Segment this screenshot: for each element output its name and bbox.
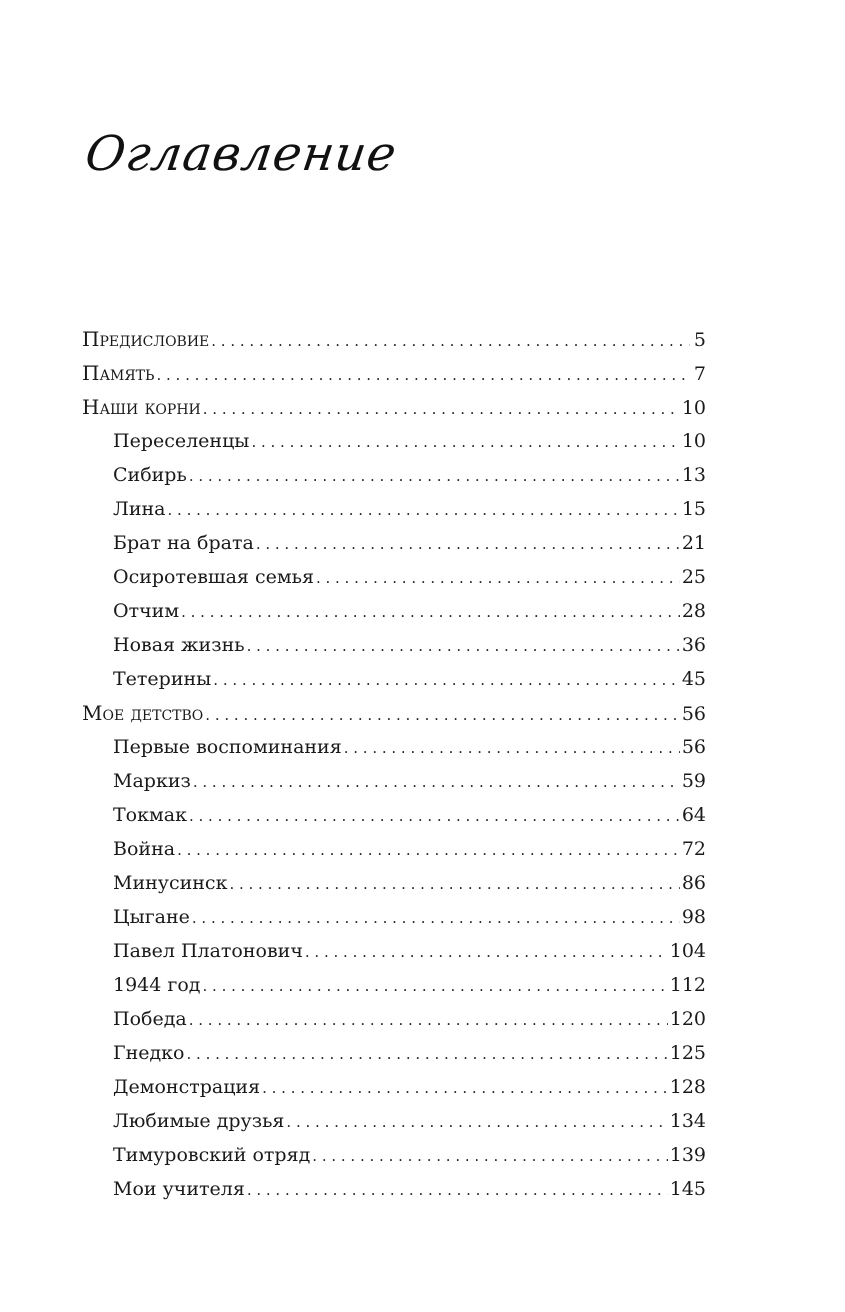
dot-leader <box>344 731 680 765</box>
toc-entry-title: Токмак <box>113 804 187 826</box>
toc-entry-page-number: 10 <box>681 397 706 419</box>
dot-leader <box>156 358 690 392</box>
dot-leader <box>312 1139 667 1173</box>
dot-leader <box>181 595 680 629</box>
toc-section <box>82 730 706 764</box>
toc-entry-title: Тетерины <box>113 668 212 690</box>
toc-entry-page-number: 64 <box>681 804 706 826</box>
toc-entry-page-number: 25 <box>681 566 706 588</box>
toc-section <box>82 866 706 900</box>
toc-chapter <box>82 390 706 424</box>
dot-leader <box>189 799 680 833</box>
page-title: Оглавление <box>82 126 401 182</box>
toc-entry-page-number: 145 <box>669 1178 706 1200</box>
toc-entry-title: Сибирь <box>113 464 187 486</box>
toc-entry-title: Цыгане <box>113 906 190 928</box>
toc-entry-title: Мои учителя <box>113 1178 245 1200</box>
toc-section <box>82 764 706 798</box>
toc-section <box>82 968 706 1002</box>
toc-entry-title: Лина <box>113 498 166 520</box>
toc-entry-title: Мое детство <box>82 701 204 725</box>
toc-entry-title: Маркиз <box>113 770 191 792</box>
toc-entry-page-number: 134 <box>669 1110 706 1132</box>
toc-section <box>82 934 706 968</box>
dot-leader <box>189 459 680 493</box>
dot-leader <box>192 901 680 935</box>
toc-entry-page-number: 139 <box>669 1144 706 1166</box>
toc-section <box>82 662 706 696</box>
toc-section <box>82 492 706 526</box>
toc-entry-page-number: 21 <box>681 532 706 554</box>
dot-leader <box>193 765 680 799</box>
toc-section <box>82 1070 706 1104</box>
toc-section <box>82 526 706 560</box>
dot-leader <box>211 324 690 358</box>
toc-entry-page-number: 5 <box>693 329 706 351</box>
toc-entry-title: Наши корни <box>82 395 201 419</box>
toc-entry-page-number: 56 <box>681 736 706 758</box>
dot-leader <box>229 867 679 901</box>
toc-entry-title: Любимые друзья <box>113 1110 285 1132</box>
toc-entry-page-number: 112 <box>669 974 706 996</box>
dot-leader <box>262 1071 668 1105</box>
toc-entry-page-number: 28 <box>681 600 706 622</box>
toc-section <box>82 1104 706 1138</box>
dot-leader <box>247 1173 668 1207</box>
toc-chapter <box>82 356 706 390</box>
toc-entry-title: Победа <box>113 1008 187 1030</box>
toc-entry-title: Павел Платонович <box>113 940 303 962</box>
toc-section <box>82 1002 706 1036</box>
toc-section <box>82 594 706 628</box>
toc-entry-page-number: 56 <box>681 703 706 725</box>
toc-entry-title: Демонстрация <box>113 1076 261 1098</box>
dot-leader <box>213 663 680 697</box>
toc-section <box>82 424 706 458</box>
toc-entry-title: Первые воспоминания <box>113 736 342 758</box>
toc-entry-title: Война <box>113 838 176 860</box>
toc-section <box>82 1036 706 1070</box>
toc-chapter <box>82 696 706 730</box>
dot-leader <box>189 1003 668 1037</box>
toc-entry-title: Гнедко <box>113 1042 185 1064</box>
dot-leader <box>251 425 679 459</box>
toc-entry-page-number: 7 <box>693 363 706 385</box>
toc-entry-title: Осиротевшая семья <box>113 566 314 588</box>
toc-section <box>82 832 706 866</box>
toc-entry-page-number: 10 <box>681 430 706 452</box>
toc-entry-page-number: 86 <box>681 872 706 894</box>
toc-entry-page-number: 125 <box>669 1042 706 1064</box>
dot-leader <box>247 629 680 663</box>
toc-chapter <box>82 322 706 356</box>
toc-entry-page-number: 45 <box>681 668 706 690</box>
toc-section <box>82 798 706 832</box>
toc-entry-title: Минусинск <box>113 872 228 894</box>
toc-section <box>82 458 706 492</box>
toc-section <box>82 628 706 662</box>
toc-entry-page-number: 104 <box>669 940 706 962</box>
dot-leader <box>203 969 668 1003</box>
toc-entry-title: 1944 год <box>113 974 201 996</box>
dot-leader <box>286 1105 667 1139</box>
toc-entry-title: Брат на брата <box>113 532 254 554</box>
toc-entry-title: Предисловие <box>82 327 210 351</box>
dot-leader <box>203 392 680 426</box>
toc-entry-page-number: 120 <box>669 1008 706 1030</box>
dot-leader <box>205 698 680 732</box>
dot-leader <box>316 561 680 595</box>
toc-entry-page-number: 36 <box>681 634 706 656</box>
toc-entry-page-number: 128 <box>669 1076 706 1098</box>
toc-entry-title: Память <box>82 361 155 385</box>
toc-entry-page-number: 15 <box>681 498 706 520</box>
dot-leader <box>168 493 680 527</box>
toc-entry-title: Отчим <box>113 600 180 622</box>
toc-section <box>82 560 706 594</box>
toc-section <box>82 900 706 934</box>
toc-entry-title: Тимуровский отряд <box>113 1144 311 1166</box>
dot-leader <box>177 833 680 867</box>
toc-entry-page-number: 98 <box>681 906 706 928</box>
toc-entry-title: Новая жизнь <box>113 634 245 656</box>
toc-entry-page-number: 13 <box>681 464 706 486</box>
dot-leader <box>187 1037 668 1071</box>
table-of-contents <box>82 322 706 1206</box>
toc-entry-page-number: 72 <box>681 838 706 860</box>
dot-leader <box>256 527 680 561</box>
toc-entry-page-number: 59 <box>681 770 706 792</box>
toc-section <box>82 1138 706 1172</box>
toc-entry-title: Переселенцы <box>113 430 250 452</box>
toc-section <box>82 1172 706 1206</box>
dot-leader <box>305 935 668 969</box>
